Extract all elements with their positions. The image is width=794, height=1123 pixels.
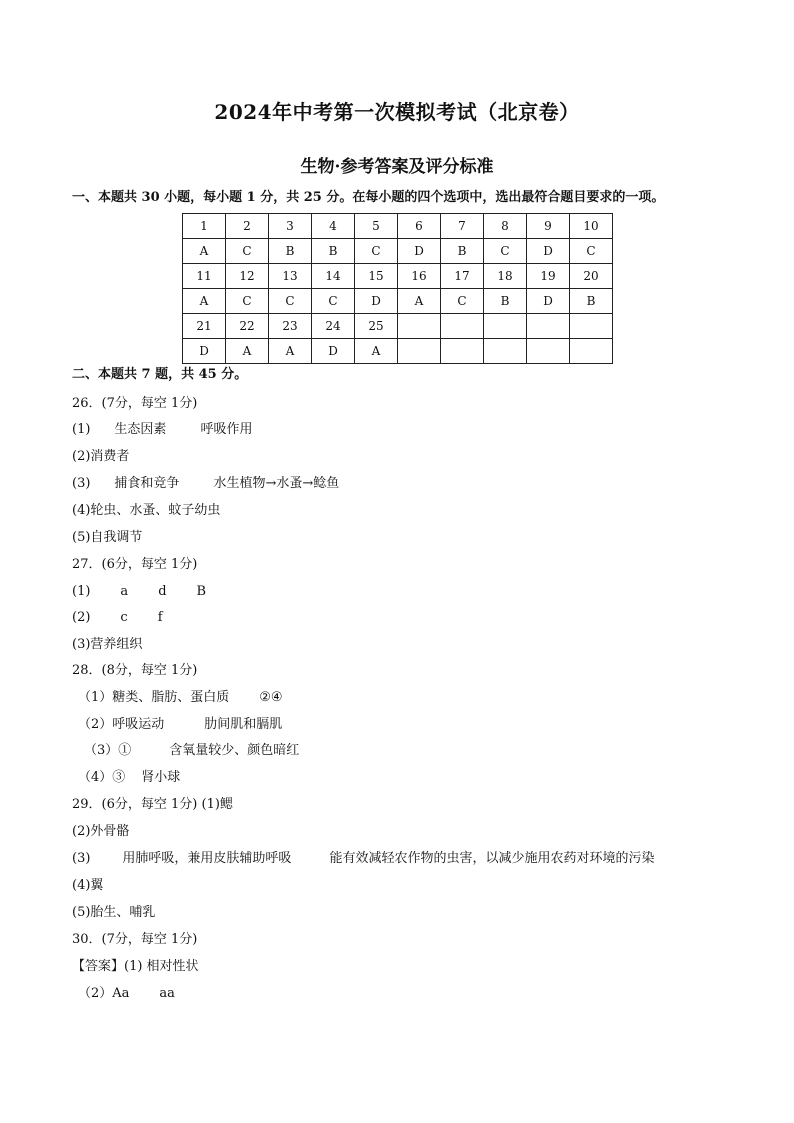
answer-cell xyxy=(527,339,570,364)
answer-cell: D xyxy=(183,339,226,364)
answer-text: 29．(6分，每空 1分) (1)鳃 xyxy=(72,797,233,812)
question-number-cell: 24 xyxy=(312,314,355,339)
answer-cell: A xyxy=(226,339,269,364)
answer-line xyxy=(72,556,197,574)
answer-cell: C xyxy=(441,289,484,314)
question-number-cell: 1 xyxy=(183,214,226,239)
answer-cell: B xyxy=(570,289,613,314)
section2-heading: 二、本题共 7 题，共 45 分。 xyxy=(72,367,248,382)
answer-cell: A xyxy=(183,239,226,264)
answer-line xyxy=(72,904,155,922)
page-subtitle: 生物·参考答案及评分标准 xyxy=(300,157,494,177)
answer-text: 26．(7分，每空 1分) xyxy=(72,396,198,411)
answer-text: 生态因素 xyxy=(114,422,167,437)
answer-cell: A xyxy=(183,289,226,314)
question-number-cell: 14 xyxy=(312,264,355,289)
answer-cell: C xyxy=(312,289,355,314)
answer-line xyxy=(78,689,283,707)
answer-text: 肋间肌和膈肌 xyxy=(204,717,283,732)
answer-text: 27．(6分，每空 1分) xyxy=(72,557,198,572)
answer-text: 肾小球 xyxy=(141,770,181,785)
question-number-cell: 18 xyxy=(484,264,527,289)
answer-cell: A xyxy=(398,289,441,314)
answer-text: aa xyxy=(159,986,175,1001)
answer-cell: C xyxy=(226,239,269,264)
question-number-cell: 7 xyxy=(441,214,484,239)
table-row xyxy=(183,214,613,239)
answer-line xyxy=(72,796,233,814)
answer-text: 含氧量较少、颜色暗红 xyxy=(169,743,300,758)
answer-text: a xyxy=(120,584,129,599)
answer-line xyxy=(72,529,142,547)
question-number-cell: 3 xyxy=(269,214,312,239)
answer-text: (4)轮虫、水蚤、蚊子幼虫 xyxy=(72,503,221,518)
answer-line xyxy=(72,448,129,466)
answer-line xyxy=(72,931,197,949)
answer-table xyxy=(182,213,613,364)
question-number-cell: 20 xyxy=(570,264,613,289)
answer-line xyxy=(78,985,175,1003)
answer-cell: C xyxy=(269,289,312,314)
answer-line xyxy=(72,958,199,976)
question-number-cell: 23 xyxy=(269,314,312,339)
question-number-cell: 10 xyxy=(570,214,613,239)
answer-cell xyxy=(484,339,527,364)
question-number-cell: 25 xyxy=(355,314,398,339)
question-number-cell xyxy=(398,314,441,339)
answer-text: (1) xyxy=(72,422,91,437)
answer-cell: D xyxy=(398,239,441,264)
question-number-cell: 2 xyxy=(226,214,269,239)
table-row xyxy=(183,289,613,314)
answer-line xyxy=(84,742,299,760)
answer-text: (4)翼 xyxy=(72,878,104,893)
question-number-cell xyxy=(527,314,570,339)
section1-heading: 一、本题共 30 小题，每小题 1 分，共 25 分。在每小题的四个选项中，选出最符合题目要求的一项。 xyxy=(72,190,665,205)
answer-cell: C xyxy=(355,239,398,264)
answer-text: B xyxy=(196,584,207,599)
answer-cell: A xyxy=(355,339,398,364)
table-row xyxy=(183,264,613,289)
question-number-cell: 5 xyxy=(355,214,398,239)
answer-text: 30．(7分，每空 1分) xyxy=(72,932,198,947)
answer-text: (2) xyxy=(72,610,91,625)
answer-text: f xyxy=(157,610,163,625)
answer-text: (3) xyxy=(72,476,91,491)
answer-cell: D xyxy=(312,339,355,364)
answer-text: (3) xyxy=(72,851,91,866)
question-number-cell: 16 xyxy=(398,264,441,289)
answer-cell xyxy=(398,339,441,364)
answer-text: 用肺呼吸，兼用皮肤辅助呼吸 xyxy=(122,851,292,866)
answer-line xyxy=(72,662,197,680)
question-number-cell: 21 xyxy=(183,314,226,339)
answer-cell: D xyxy=(355,289,398,314)
answer-cell: B xyxy=(484,289,527,314)
answer-text: （2）呼吸运动 xyxy=(78,717,165,732)
answer-line xyxy=(78,716,282,734)
answer-cell: B xyxy=(312,239,355,264)
answer-line xyxy=(72,421,252,439)
answer-cell: D xyxy=(527,239,570,264)
answer-line xyxy=(72,502,220,520)
answer-text: 水生植物→水蚤→鲶鱼 xyxy=(213,476,340,491)
answer-text: (2)消费者 xyxy=(72,449,130,464)
answer-cell: C xyxy=(570,239,613,264)
answer-text: 捕食和竞争 xyxy=(114,476,180,491)
question-number-cell: 9 xyxy=(527,214,570,239)
answer-cell: A xyxy=(269,339,312,364)
question-number-cell: 12 xyxy=(226,264,269,289)
table-row xyxy=(183,314,613,339)
answer-text: 能有效减轻农作物的虫害，以减少施用农药对环境的污染 xyxy=(329,851,655,866)
answer-text: （3）① xyxy=(84,743,132,758)
question-number-cell xyxy=(570,314,613,339)
answer-cell xyxy=(570,339,613,364)
question-number-cell: 4 xyxy=(312,214,355,239)
answer-text: 呼吸作用 xyxy=(200,422,253,437)
answer-cell xyxy=(441,339,484,364)
answer-text: (5)自我调节 xyxy=(72,530,143,545)
answer-text: d xyxy=(158,584,167,599)
question-number-cell xyxy=(441,314,484,339)
answer-line xyxy=(72,877,103,895)
answer-text: (1) xyxy=(72,584,91,599)
question-number-cell: 13 xyxy=(269,264,312,289)
answer-line xyxy=(72,583,206,601)
question-number-cell: 17 xyxy=(441,264,484,289)
page-title: 2024年中考第一次模拟考试（北京卷） xyxy=(214,100,580,124)
question-number-cell: 22 xyxy=(226,314,269,339)
question-number-cell: 8 xyxy=(484,214,527,239)
answer-text: （4）③ xyxy=(78,770,126,785)
question-number-cell: 6 xyxy=(398,214,441,239)
question-number-cell: 11 xyxy=(183,264,226,289)
answer-cell: C xyxy=(226,289,269,314)
answer-line xyxy=(72,475,339,493)
answer-text: (2)外骨骼 xyxy=(72,824,130,839)
answer-text: （1）糖类、脂肪、蛋白质 xyxy=(78,690,230,705)
answer-text: (5)胎生、哺乳 xyxy=(72,905,156,920)
answer-text: 28．(8分，每空 1分) xyxy=(72,663,198,678)
answer-cell: D xyxy=(527,289,570,314)
answer-cell: B xyxy=(441,239,484,264)
answer-line xyxy=(72,636,142,654)
table-row xyxy=(183,339,613,364)
answer-line xyxy=(72,609,163,627)
answer-text: 【答案】(1) 相对性状 xyxy=(72,959,199,974)
answer-text: c xyxy=(120,610,128,625)
question-number-cell: 15 xyxy=(355,264,398,289)
question-number-cell xyxy=(484,314,527,339)
answer-line xyxy=(78,769,180,787)
answer-text: (3)营养组织 xyxy=(72,637,143,652)
answer-cell: C xyxy=(484,239,527,264)
answer-line xyxy=(72,850,654,868)
answer-cell: B xyxy=(269,239,312,264)
question-number-cell: 19 xyxy=(527,264,570,289)
answer-line xyxy=(72,823,129,841)
answer-text: ②④ xyxy=(259,690,283,705)
answer-text: （2）Aa xyxy=(78,986,130,1001)
answer-line xyxy=(72,395,197,413)
table-row xyxy=(183,239,613,264)
